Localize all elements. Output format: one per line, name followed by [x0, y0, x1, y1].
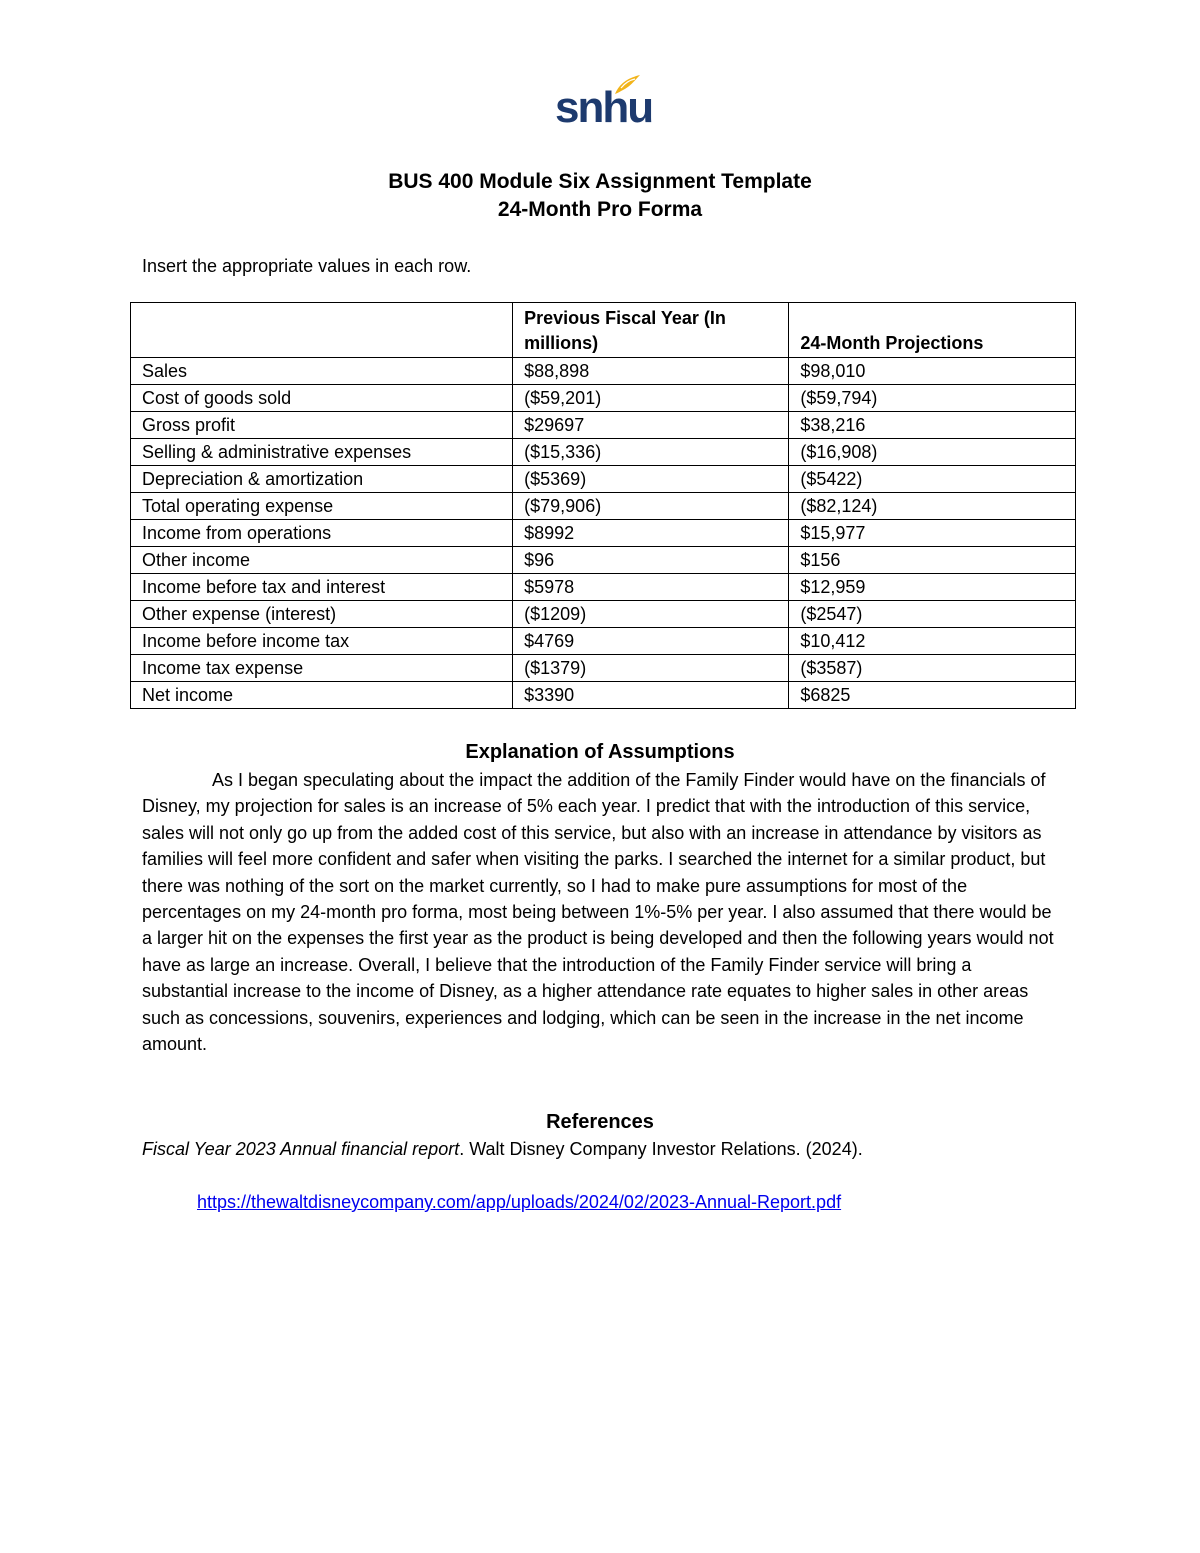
row-label: Income from operations [131, 520, 513, 547]
row-label: Income tax expense [131, 655, 513, 682]
pro-forma-table [130, 302, 1076, 709]
explanation-paragraph: As I began speculating about the impact the addition of the Family Finder would have on the financials of Disney, my projection for sales is an increase of 5% each year. I predict that with the introduction of this service, sales will not only go up from the added cost of this service, but also with an increase in attendance by visitors as families will feel more confident and safer when visiting the parks. I searched the internet for a similar product, but there was nothing of the sort on the market currently, so I had to make pure assumptions for most of the percentages on my 24-month pro forma, most being between 1%-5% per year. I also assumed that there would be a larger hit on the expenses the first year as the product is being developed and then the following years would not have as large an increase. Overall, I believe that the introduction of the Family Finder service will bring a substantial increase to the income of Disney, as a higher attendance rate equates to higher sales in other areas such as concessions, souvenirs, experiences and lodging, which can be seen in the increase in the net income amount. [142, 770, 1054, 1055]
table-row [131, 601, 1076, 628]
row-previous: $4769 [513, 628, 789, 655]
row-projection: ($5422) [789, 466, 1076, 493]
column-header-previous: Previous Fiscal Year (In millions) [513, 303, 789, 358]
snhu-logo [555, 72, 653, 134]
explanation-heading: Explanation of Assumptions [465, 741, 735, 763]
row-previous: ($15,336) [513, 439, 789, 466]
table-row [131, 574, 1076, 601]
table-row [131, 439, 1076, 466]
row-previous: $8992 [513, 520, 789, 547]
row-label: Total operating expense [131, 493, 513, 520]
row-previous: ($79,906) [513, 493, 789, 520]
page-title: BUS 400 Module Six Assignment Template [388, 170, 812, 193]
row-label: Sales [131, 358, 513, 385]
row-previous: $29697 [513, 412, 789, 439]
row-previous: ($5369) [513, 466, 789, 493]
title-block [0, 168, 1200, 224]
reference-link[interactable]: https://thewaltdisneycompany.com/app/uploads/2024/02/2023-Annual-Report.pdf [197, 1192, 842, 1212]
row-label: Depreciation & amortization [131, 466, 513, 493]
instruction-text: Insert the appropriate values in each row. [142, 256, 472, 276]
reference-entry [142, 1137, 863, 1161]
row-projection: ($16,908) [789, 439, 1076, 466]
row-previous: $88,898 [513, 358, 789, 385]
row-label: Other expense (interest) [131, 601, 513, 628]
row-projection: ($2547) [789, 601, 1076, 628]
table-row [131, 655, 1076, 682]
row-label: Income before tax and interest [131, 574, 513, 601]
references-heading: References [546, 1111, 654, 1133]
table-row [131, 493, 1076, 520]
row-projection: ($59,794) [789, 385, 1076, 412]
row-projection: $6825 [789, 682, 1076, 709]
column-header-label [131, 303, 513, 358]
row-projection: $156 [789, 547, 1076, 574]
table-row [131, 682, 1076, 709]
row-projection: $10,412 [789, 628, 1076, 655]
row-projection: ($3587) [789, 655, 1076, 682]
column-header-projection: 24-Month Projections [789, 303, 1076, 358]
row-projection: ($82,124) [789, 493, 1076, 520]
row-label: Gross profit [131, 412, 513, 439]
row-previous: $96 [513, 547, 789, 574]
row-projection: $98,010 [789, 358, 1076, 385]
page-subtitle: 24-Month Pro Forma [497, 198, 703, 221]
row-projection: $12,959 [789, 574, 1076, 601]
table-row [131, 547, 1076, 574]
row-projection: $15,977 [789, 520, 1076, 547]
row-previous: $5978 [513, 574, 789, 601]
table-row [131, 412, 1076, 439]
row-label: Cost of goods sold [131, 385, 513, 412]
row-label: Net income [131, 682, 513, 709]
table-row [131, 466, 1076, 493]
table-row [131, 520, 1076, 547]
table-header-row [131, 303, 1076, 358]
row-previous: ($1379) [513, 655, 789, 682]
table-row [131, 385, 1076, 412]
row-label: Income before income tax [131, 628, 513, 655]
table-row [131, 358, 1076, 385]
reference-title: Fiscal Year 2023 Annual financial report [142, 1139, 460, 1159]
row-label: Other income [131, 547, 513, 574]
row-previous: $3390 [513, 682, 789, 709]
row-label: Selling & administrative expenses [131, 439, 513, 466]
row-previous: ($1209) [513, 601, 789, 628]
table-row [131, 628, 1076, 655]
row-previous: ($59,201) [513, 385, 789, 412]
row-projection: $38,216 [789, 412, 1076, 439]
reference-source: . Walt Disney Company Investor Relations. (2024). [459, 1139, 863, 1159]
logo-wordmark: snhu [555, 83, 653, 132]
